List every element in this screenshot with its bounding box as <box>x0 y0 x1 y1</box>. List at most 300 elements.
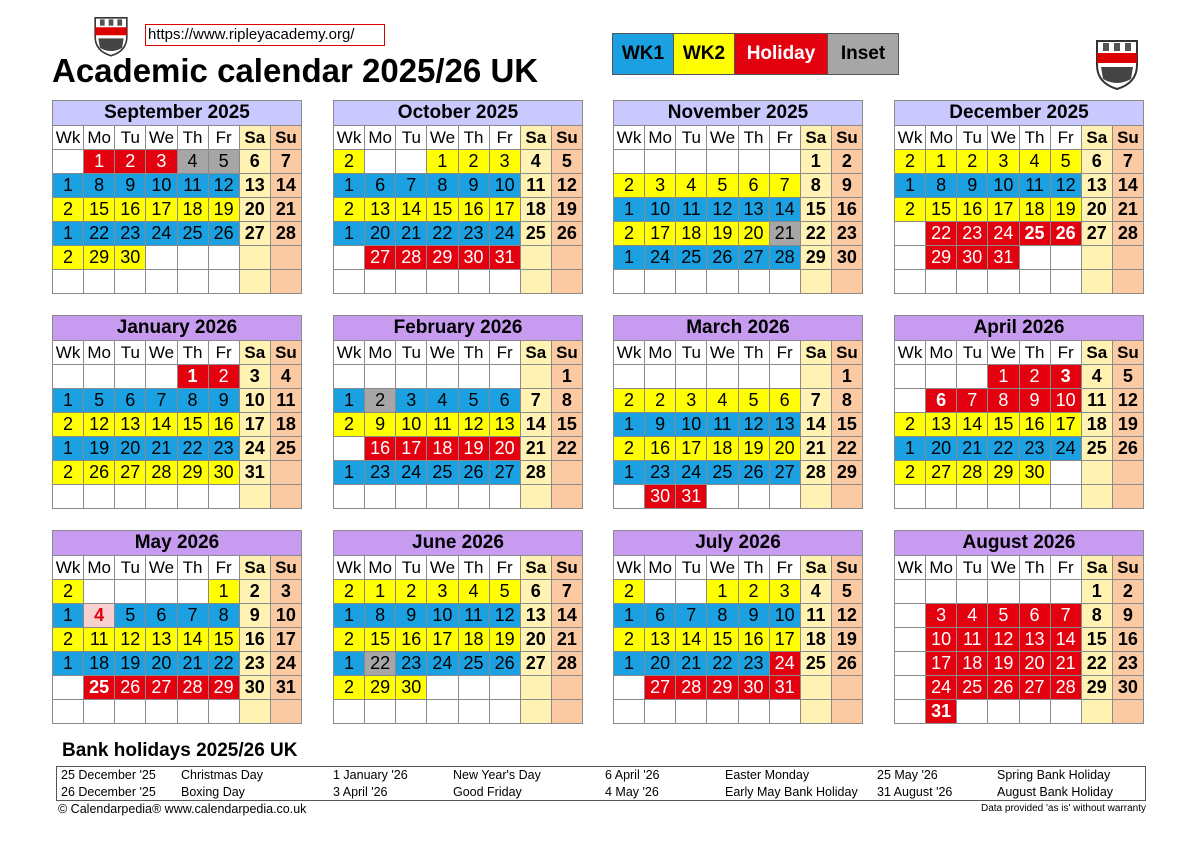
day-cell <box>801 485 832 509</box>
weekday-header: Sa <box>801 341 832 365</box>
week-number-cell <box>614 485 645 509</box>
week-number-cell <box>895 389 926 413</box>
month-calendar <box>333 100 583 294</box>
day-cell: 10 <box>645 198 676 222</box>
week-number-cell: 1 <box>334 389 365 413</box>
day-cell <box>146 246 177 270</box>
day-cell: 13 <box>1082 174 1113 198</box>
day-cell: 5 <box>1113 365 1144 389</box>
day-cell: 6 <box>521 580 552 604</box>
day-cell: 8 <box>84 174 115 198</box>
day-cell: 20 <box>645 652 676 676</box>
day-cell: 15 <box>178 413 209 437</box>
day-cell: 21 <box>146 437 177 461</box>
day-cell: 8 <box>1082 604 1113 628</box>
day-cell <box>490 485 521 509</box>
month-calendar <box>613 530 863 724</box>
legend-wk2: WK2 <box>674 34 735 74</box>
day-cell: 9 <box>240 604 271 628</box>
weekday-header: Sa <box>240 126 271 150</box>
bank-holiday-name: Good Friday <box>453 785 522 799</box>
bank-holiday-name: Boxing Day <box>181 785 245 799</box>
day-cell: 18 <box>459 628 490 652</box>
weekday-header: Mo <box>645 126 676 150</box>
week-number-cell: 2 <box>334 150 365 174</box>
day-cell <box>739 150 770 174</box>
day-cell: 20 <box>926 437 957 461</box>
day-cell: 2 <box>739 580 770 604</box>
day-cell: 11 <box>521 174 552 198</box>
day-cell: 5 <box>84 389 115 413</box>
day-cell <box>707 365 738 389</box>
month-day-grid <box>333 126 583 294</box>
weekday-header: Th <box>1020 341 1051 365</box>
day-cell: 24 <box>396 461 427 485</box>
day-cell <box>84 580 115 604</box>
day-cell: 1 <box>84 150 115 174</box>
day-cell: 6 <box>645 604 676 628</box>
day-cell <box>209 485 240 509</box>
day-cell <box>770 150 801 174</box>
day-cell: 11 <box>801 604 832 628</box>
weekday-header: Su <box>1113 556 1144 580</box>
month-calendar <box>52 315 302 509</box>
day-cell: 7 <box>396 174 427 198</box>
day-cell: 24 <box>427 652 458 676</box>
day-cell: 29 <box>801 246 832 270</box>
day-cell: 21 <box>801 437 832 461</box>
day-cell: 21 <box>1051 652 1082 676</box>
day-cell: 17 <box>926 652 957 676</box>
day-cell <box>1020 246 1051 270</box>
day-cell <box>209 270 240 294</box>
weekday-header: We <box>427 341 458 365</box>
weekday-header: Su <box>552 341 583 365</box>
bank-holiday-column <box>601 767 873 801</box>
day-cell: 9 <box>396 604 427 628</box>
day-cell: 4 <box>178 150 209 174</box>
week-number-cell: 2 <box>53 628 84 652</box>
day-cell <box>146 580 177 604</box>
weekday-header: Mo <box>926 556 957 580</box>
day-cell: 18 <box>801 628 832 652</box>
day-cell <box>427 700 458 724</box>
month-title: December 2025 <box>894 100 1144 126</box>
day-cell: 30 <box>240 676 271 700</box>
bank-holiday-name: August Bank Holiday <box>997 785 1114 799</box>
day-cell <box>1051 461 1082 485</box>
day-cell: 29 <box>427 246 458 270</box>
week-number-cell: 2 <box>334 580 365 604</box>
day-cell: 7 <box>676 604 707 628</box>
day-cell: 22 <box>209 652 240 676</box>
day-cell <box>926 365 957 389</box>
day-cell <box>490 270 521 294</box>
week-number-cell <box>895 652 926 676</box>
weekday-header: We <box>146 341 177 365</box>
week-number-cell: 2 <box>614 580 645 604</box>
day-cell: 21 <box>770 222 801 246</box>
day-cell: 19 <box>1113 413 1144 437</box>
bank-holiday-date: 26 December '25 <box>61 785 156 799</box>
day-cell: 12 <box>1113 389 1144 413</box>
day-cell: 4 <box>427 389 458 413</box>
day-cell: 15 <box>209 628 240 652</box>
day-cell: 7 <box>271 150 302 174</box>
week-number-cell: 2 <box>895 198 926 222</box>
day-cell: 22 <box>552 437 583 461</box>
day-cell: 26 <box>1051 222 1082 246</box>
weekday-header: We <box>146 126 177 150</box>
bank-holiday-name: New Year's Day <box>453 768 541 782</box>
day-cell <box>115 700 146 724</box>
day-cell <box>801 270 832 294</box>
day-cell: 15 <box>1082 628 1113 652</box>
week-number-cell <box>53 676 84 700</box>
day-cell: 19 <box>84 437 115 461</box>
day-cell: 15 <box>84 198 115 222</box>
day-cell <box>178 700 209 724</box>
day-cell: 6 <box>770 389 801 413</box>
day-cell: 30 <box>396 676 427 700</box>
bank-holiday-row <box>329 767 601 784</box>
day-cell: 28 <box>396 246 427 270</box>
day-cell <box>146 365 177 389</box>
day-cell <box>707 150 738 174</box>
week-number-cell <box>895 580 926 604</box>
day-cell <box>459 270 490 294</box>
day-cell <box>645 580 676 604</box>
day-cell: 7 <box>770 174 801 198</box>
week-number-cell: 2 <box>895 413 926 437</box>
day-cell: 25 <box>1082 437 1113 461</box>
day-cell: 16 <box>396 628 427 652</box>
weekday-header: Fr <box>770 126 801 150</box>
color-legend <box>612 33 899 75</box>
week-number-cell: 1 <box>334 461 365 485</box>
day-cell: 5 <box>1051 150 1082 174</box>
day-cell <box>240 270 271 294</box>
week-number-cell <box>614 365 645 389</box>
day-cell <box>271 270 302 294</box>
day-cell: 23 <box>1020 437 1051 461</box>
day-cell: 12 <box>988 628 1019 652</box>
day-cell: 4 <box>707 389 738 413</box>
day-cell: 9 <box>957 174 988 198</box>
weekday-header: Tu <box>396 341 427 365</box>
day-cell <box>1051 700 1082 724</box>
school-url-link[interactable]: https://www.ripleyacademy.org/ <box>145 24 385 46</box>
day-cell <box>1020 485 1051 509</box>
day-cell <box>1113 485 1144 509</box>
day-cell: 6 <box>365 174 396 198</box>
day-cell: 23 <box>957 222 988 246</box>
day-cell: 11 <box>1082 389 1113 413</box>
weekday-header: Sa <box>1082 126 1113 150</box>
day-cell: 11 <box>1020 174 1051 198</box>
month-title: January 2026 <box>52 315 302 341</box>
day-cell <box>490 676 521 700</box>
day-cell <box>146 700 177 724</box>
day-cell: 3 <box>271 580 302 604</box>
day-cell: 1 <box>988 365 1019 389</box>
day-cell <box>396 700 427 724</box>
weekday-header: Th <box>459 126 490 150</box>
day-cell <box>240 246 271 270</box>
day-cell: 26 <box>209 222 240 246</box>
day-cell <box>676 580 707 604</box>
day-cell: 11 <box>957 628 988 652</box>
day-cell: 10 <box>427 604 458 628</box>
day-cell: 29 <box>178 461 209 485</box>
day-cell <box>676 150 707 174</box>
day-cell: 28 <box>178 676 209 700</box>
day-cell: 23 <box>739 652 770 676</box>
day-cell <box>645 270 676 294</box>
day-cell <box>521 365 552 389</box>
day-cell: 26 <box>1113 437 1144 461</box>
bank-holiday-row <box>873 767 1145 784</box>
bank-holiday-date: 3 April '26 <box>333 785 388 799</box>
day-cell: 27 <box>365 246 396 270</box>
day-cell: 25 <box>84 676 115 700</box>
weekday-header: Sa <box>1082 556 1113 580</box>
day-cell: 11 <box>178 174 209 198</box>
day-cell: 20 <box>739 222 770 246</box>
day-cell <box>645 365 676 389</box>
weekday-header: Tu <box>676 126 707 150</box>
day-cell: 23 <box>459 222 490 246</box>
weekday-header: Fr <box>1051 341 1082 365</box>
day-cell: 14 <box>801 413 832 437</box>
copyright-text: © Calendarpedia® www.calendarpedia.co.uk <box>58 802 307 816</box>
day-cell: 3 <box>146 150 177 174</box>
legend-holiday: Holiday <box>735 34 828 74</box>
day-cell: 19 <box>832 628 863 652</box>
weekday-header: Su <box>552 126 583 150</box>
month-calendar <box>613 100 863 294</box>
day-cell: 7 <box>521 389 552 413</box>
week-number-cell: 1 <box>53 174 84 198</box>
month-day-grid <box>333 341 583 509</box>
day-cell: 18 <box>427 437 458 461</box>
weekday-header: Tu <box>676 556 707 580</box>
day-cell <box>521 676 552 700</box>
day-cell <box>1082 246 1113 270</box>
day-cell: 30 <box>739 676 770 700</box>
day-cell <box>146 270 177 294</box>
day-cell: 8 <box>801 174 832 198</box>
day-cell: 22 <box>926 222 957 246</box>
day-cell <box>427 485 458 509</box>
day-cell <box>365 365 396 389</box>
day-cell <box>1113 246 1144 270</box>
day-cell: 29 <box>926 246 957 270</box>
day-cell: 8 <box>552 389 583 413</box>
day-cell: 14 <box>146 413 177 437</box>
day-cell: 28 <box>146 461 177 485</box>
weekday-header: Mo <box>645 341 676 365</box>
week-number-cell: 1 <box>614 604 645 628</box>
day-cell: 1 <box>926 150 957 174</box>
day-cell <box>115 580 146 604</box>
school-crest-icon <box>1093 37 1141 91</box>
day-cell <box>459 700 490 724</box>
day-cell <box>552 461 583 485</box>
day-cell: 10 <box>1051 389 1082 413</box>
day-cell <box>84 365 115 389</box>
week-number-cell <box>53 365 84 389</box>
day-cell <box>271 246 302 270</box>
week-number-cell: 2 <box>334 413 365 437</box>
day-cell <box>957 485 988 509</box>
day-cell: 14 <box>1113 174 1144 198</box>
week-number-cell: 1 <box>614 198 645 222</box>
day-cell: 18 <box>521 198 552 222</box>
day-cell: 13 <box>770 413 801 437</box>
day-cell: 8 <box>707 604 738 628</box>
day-cell: 13 <box>146 628 177 652</box>
weekday-header: Wk <box>334 341 365 365</box>
day-cell: 2 <box>115 150 146 174</box>
day-cell: 26 <box>490 652 521 676</box>
day-cell <box>459 485 490 509</box>
day-cell <box>271 461 302 485</box>
weekday-header: Th <box>739 341 770 365</box>
day-cell: 27 <box>146 676 177 700</box>
day-cell: 26 <box>552 222 583 246</box>
day-cell <box>396 485 427 509</box>
day-cell: 18 <box>84 652 115 676</box>
day-cell: 5 <box>490 580 521 604</box>
day-cell: 25 <box>271 437 302 461</box>
day-cell: 28 <box>676 676 707 700</box>
week-number-cell <box>895 676 926 700</box>
weekday-header: Sa <box>521 126 552 150</box>
day-cell <box>1082 485 1113 509</box>
day-cell: 17 <box>146 198 177 222</box>
week-number-cell: 1 <box>614 652 645 676</box>
weekday-header: Mo <box>365 341 396 365</box>
day-cell: 20 <box>1020 652 1051 676</box>
day-cell: 25 <box>676 246 707 270</box>
day-cell <box>178 485 209 509</box>
month-day-grid <box>894 126 1144 294</box>
day-cell <box>115 365 146 389</box>
week-number-cell: 1 <box>334 652 365 676</box>
weekday-header: Fr <box>770 556 801 580</box>
weekday-header: Mo <box>365 126 396 150</box>
day-cell: 12 <box>459 413 490 437</box>
week-number-cell: 2 <box>614 437 645 461</box>
day-cell: 13 <box>645 628 676 652</box>
day-cell: 31 <box>490 246 521 270</box>
day-cell: 19 <box>739 437 770 461</box>
day-cell: 16 <box>957 198 988 222</box>
day-cell: 24 <box>1051 437 1082 461</box>
day-cell: 31 <box>926 700 957 724</box>
day-cell: 3 <box>988 150 1019 174</box>
day-cell: 20 <box>770 437 801 461</box>
weekday-header: Mo <box>645 556 676 580</box>
day-cell: 6 <box>490 389 521 413</box>
day-cell: 2 <box>645 389 676 413</box>
day-cell: 21 <box>396 222 427 246</box>
day-cell <box>490 365 521 389</box>
day-cell: 11 <box>707 413 738 437</box>
day-cell: 14 <box>521 413 552 437</box>
day-cell: 8 <box>178 389 209 413</box>
day-cell <box>427 676 458 700</box>
day-cell: 21 <box>271 198 302 222</box>
day-cell: 27 <box>115 461 146 485</box>
day-cell: 10 <box>988 174 1019 198</box>
weekday-header: Fr <box>1051 126 1082 150</box>
day-cell: 12 <box>84 413 115 437</box>
day-cell: 31 <box>988 246 1019 270</box>
weekday-header: Mo <box>365 556 396 580</box>
day-cell <box>1020 700 1051 724</box>
day-cell: 22 <box>178 437 209 461</box>
day-cell: 13 <box>365 198 396 222</box>
day-cell: 22 <box>988 437 1019 461</box>
day-cell: 11 <box>459 604 490 628</box>
day-cell: 4 <box>676 174 707 198</box>
bank-holiday-row <box>57 784 329 801</box>
day-cell: 31 <box>271 676 302 700</box>
day-cell: 8 <box>365 604 396 628</box>
day-cell <box>178 246 209 270</box>
day-cell <box>645 700 676 724</box>
day-cell: 16 <box>240 628 271 652</box>
day-cell <box>770 485 801 509</box>
day-cell <box>240 700 271 724</box>
day-cell <box>1082 700 1113 724</box>
day-cell <box>988 485 1019 509</box>
day-cell: 28 <box>1113 222 1144 246</box>
day-cell: 16 <box>365 437 396 461</box>
day-cell <box>832 676 863 700</box>
day-cell: 4 <box>521 150 552 174</box>
day-cell <box>645 150 676 174</box>
day-cell: 1 <box>1082 580 1113 604</box>
day-cell <box>707 485 738 509</box>
weekday-header: Su <box>1113 341 1144 365</box>
day-cell <box>521 700 552 724</box>
day-cell: 6 <box>739 174 770 198</box>
day-cell: 19 <box>1051 198 1082 222</box>
day-cell: 14 <box>1051 628 1082 652</box>
day-cell: 27 <box>926 461 957 485</box>
day-cell: 21 <box>521 437 552 461</box>
month-title: June 2026 <box>333 530 583 556</box>
day-cell <box>209 700 240 724</box>
week-number-cell: 1 <box>53 437 84 461</box>
week-number-cell <box>614 700 645 724</box>
day-cell: 17 <box>490 198 521 222</box>
day-cell <box>552 270 583 294</box>
day-cell: 20 <box>1082 198 1113 222</box>
day-cell: 23 <box>396 652 427 676</box>
day-cell: 1 <box>832 365 863 389</box>
day-cell: 8 <box>427 174 458 198</box>
day-cell: 19 <box>209 198 240 222</box>
day-cell: 15 <box>801 198 832 222</box>
day-cell: 15 <box>552 413 583 437</box>
day-cell <box>832 270 863 294</box>
day-cell: 25 <box>801 652 832 676</box>
week-number-cell: 2 <box>614 174 645 198</box>
